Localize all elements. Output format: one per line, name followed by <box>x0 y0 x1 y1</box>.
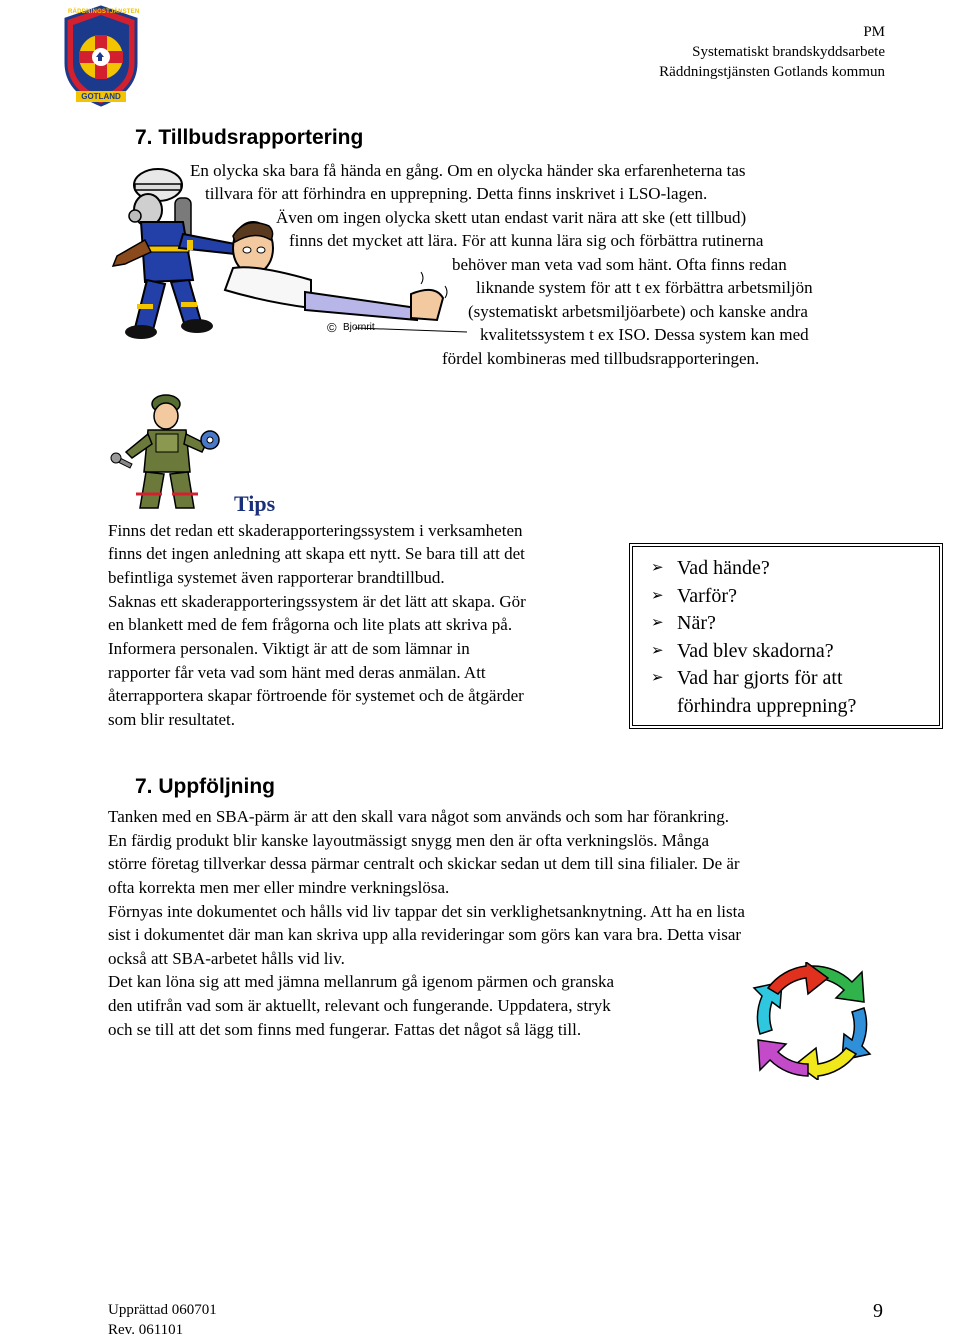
text-line: behöver man veta vad som hänt. Ofta finns redan <box>452 255 787 274</box>
text-line: fördel kombineras med tillbudsrapporteringen. <box>442 349 760 368</box>
text-line: En olycka ska bara få hända en gång. Om en olycka händer ska erfarenheterna tas <box>190 161 746 180</box>
text-line: finns det ingen anledning att skapa ett nytt. Se bara till att det <box>108 544 525 563</box>
text-line: Informera personalen. Viktigt är att de som lämnar in <box>108 639 470 658</box>
mechanic-illustration <box>110 390 230 512</box>
tips-title: Tips <box>234 491 276 516</box>
list-item <box>651 638 917 666</box>
section-title-tillbud: 7. Tillbudsrapportering <box>135 126 364 149</box>
footer-created: Upprättad 060701 <box>108 1302 217 1318</box>
mechanic-with-wrench-icon <box>110 390 230 512</box>
text-line: Det kan löna sig att med jämna mellanrum gå igenom pärmen och granska <box>108 972 615 991</box>
text-line: större företag tillverkar dessa pärmar centralt och skickar sedan ut dem till sina filialer. De är <box>108 854 740 873</box>
list-item <box>651 583 917 611</box>
text-line: återrapportera skapar förtroende för systemet och de åtgärder <box>108 686 524 705</box>
text-line: Tanken med en SBA-pärm är att den skall vara något som används och som har förankring. <box>108 807 730 826</box>
copyright-mark: © <box>327 320 337 335</box>
arrow-bullet-icon: ➢ <box>651 560 664 576</box>
text-line: som blir resultatet. <box>108 710 236 729</box>
text-line: Saknas ett skaderapporteringssystem är det lätt att skapa. Gör <box>108 592 526 611</box>
five-questions-box <box>632 546 940 726</box>
text-line: Även om ingen olycka skett utan endast varit nära att ske (ett tillbud) <box>276 208 747 227</box>
text-line: och se till att det som finns med fungerar. Fattas det något så lägg till. <box>108 1020 582 1039</box>
text-line: befintliga systemet även rapporterar brandtillbud. <box>108 568 445 587</box>
section-title-uppfoljning: 7. Uppföljning <box>135 775 275 798</box>
logo-top-text: RÄDDNINGSTJÄNSTEN <box>68 9 140 15</box>
text-line: också att SBA-arbetet hålls vid liv. <box>108 949 345 968</box>
question-text: Varför? <box>677 584 737 607</box>
cycle-arrows-illustration <box>752 962 872 1080</box>
question-text: Vad hände? <box>677 557 770 579</box>
text-line: kvalitetssystem t ex ISO. Dessa system kan med <box>480 325 809 344</box>
question-list <box>651 555 917 720</box>
arrow-bullet-icon: ➢ <box>651 615 664 631</box>
text-line: (systematiskt arbetsmiljöarbete) och kanske andra <box>468 302 808 321</box>
text-line: finns det mycket att lära. För att kunna lära sig och förbättra rutinerna <box>289 231 764 250</box>
arrow-bullet-icon: ➢ <box>651 587 664 604</box>
header-org: Räddningstjänsten Gotlands kommun <box>659 64 885 80</box>
text-line: den utifrån vad som är aktuellt, relevant och fungerande. Uppdatera, stryk <box>108 996 611 1015</box>
arrow-bullet-icon: ➢ <box>651 642 664 659</box>
page-number: 9 <box>873 1300 883 1322</box>
illustrator-signature: Bjornrit <box>343 322 375 333</box>
text-line: Förnyas inte dokumentet och hålls vid liv tappar det sin verklighetsanknytning. Att ha en lista <box>108 902 745 921</box>
text-line: Finns det redan ett skaderapporteringssystem i verksamheten <box>108 521 523 540</box>
question-text: Vad blev skadorna? <box>677 639 834 662</box>
text-line: en blankett med de fem frågorna och lite plats att skriva på. <box>108 615 513 634</box>
text-line: En färdig produkt blir kanske layoutmässigt snygg men den är ofta verkningslös. Många <box>108 831 710 850</box>
logo <box>60 5 142 107</box>
question-text: När? <box>677 612 716 634</box>
footer-revision: Rev. 061101 <box>108 1322 184 1338</box>
arrow-bullet-icon: ➢ <box>651 670 664 686</box>
text-line: rapporter får veta vad som hänt med deras anmälan. Att <box>108 663 486 682</box>
text-line: ofta korrekta men mer eller mindre verkningslösa. <box>108 878 450 897</box>
header-pm: PM <box>863 24 885 40</box>
list-item <box>651 665 917 720</box>
cycle-arrows-icon <box>752 962 872 1080</box>
question-text: Vad har gjorts för att förhindra upprepning? <box>677 667 857 717</box>
text-line: sist i dokumentet där man kan skriva upp alla revideringar som görs kan vara bra. Detta visar <box>108 925 742 944</box>
text-line: liknande system för att t ex förbättra arbetsmiljön <box>476 278 813 297</box>
text-line: tillvara för att förhindra en upprepning. Detta finns inskrivet i LSO-lagen. <box>205 184 708 203</box>
list-item <box>651 610 917 638</box>
logo-bottom-text: GOTLAND <box>81 92 121 101</box>
list-item <box>651 555 917 583</box>
header-subtitle: Systematiskt brandskyddsarbete <box>692 44 885 60</box>
